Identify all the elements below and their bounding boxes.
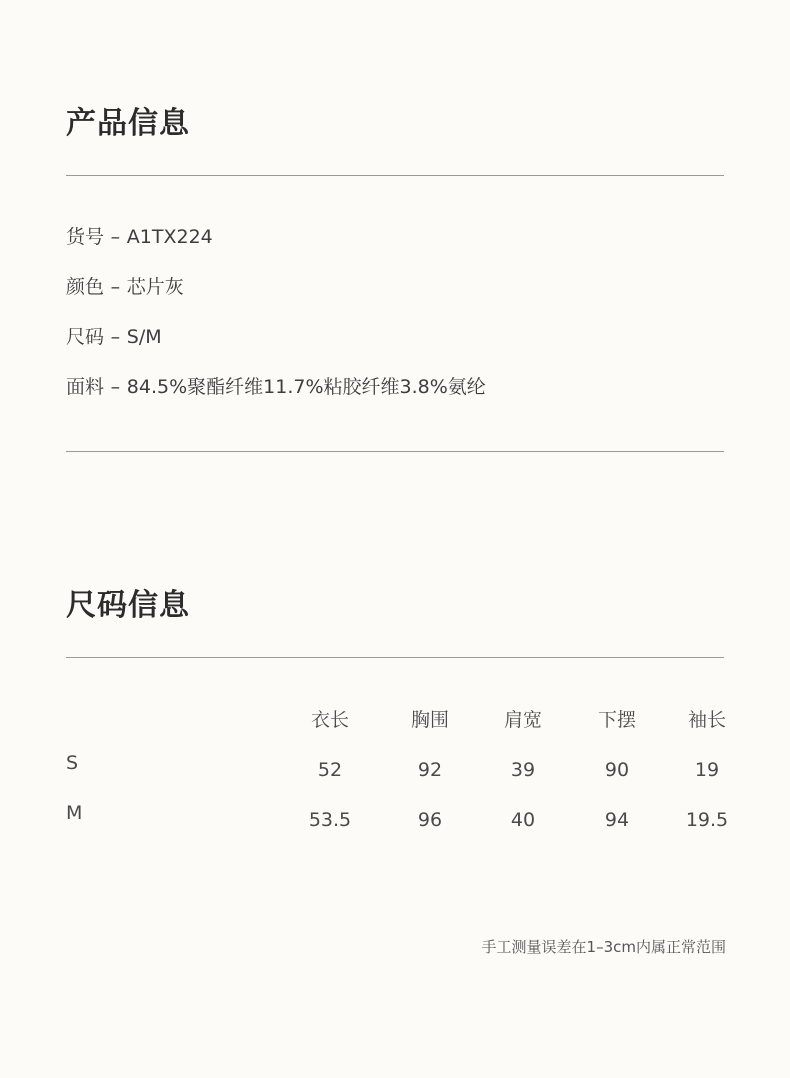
size-cell: 53.5 [308,809,352,831]
color-value: 芯片灰 [126,276,184,298]
product-info-title: 产品信息 [66,106,190,141]
product-info-row-sku [66,224,213,250]
fabric-value: 84.5%聚酯纤维11.7%粘胶纤维3.8%氨纶 [126,376,486,398]
product-info-row-color [66,274,184,300]
size-cell: 92 [417,759,443,781]
size-value: S/M [126,326,162,348]
size-info-title: 尺码信息 [66,588,190,623]
size-cell: 19 [694,759,720,781]
size-cell: 40 [510,809,536,831]
size-col-header-chest: 胸围 [410,709,449,731]
size-info-divider [66,657,724,658]
sku-value: A1TX224 [126,226,213,248]
size-cell: 52 [317,759,343,781]
sku-separator: – [110,226,121,248]
product-info-bottom-divider [66,451,724,452]
size-cell: 19.5 [685,809,729,831]
size-row-label: M [66,802,83,824]
color-separator: – [110,276,121,298]
fabric-separator: – [110,376,121,398]
size-cell: 94 [604,809,630,831]
fabric-label: 面料 [66,376,105,398]
color-label: 颜色 [66,276,105,298]
size-col-header-shoulder: 肩宽 [503,709,542,731]
size-cell: 96 [417,809,443,831]
product-info-top-divider [66,175,724,176]
product-info-row-size [66,324,162,350]
size-col-header-sleeve: 袖长 [687,709,726,731]
measurement-note: 手工测量误差在1–3cm内属正常范围 [481,938,726,956]
size-separator: – [110,326,121,348]
size-label: 尺码 [66,326,105,348]
size-col-header-hem: 下摆 [597,709,636,731]
product-info-row-fabric [66,374,486,400]
size-cell: 90 [604,759,630,781]
size-row-label: S [66,752,79,774]
size-col-header-length: 衣长 [310,709,349,731]
size-cell: 39 [510,759,536,781]
sku-label: 货号 [66,226,105,248]
